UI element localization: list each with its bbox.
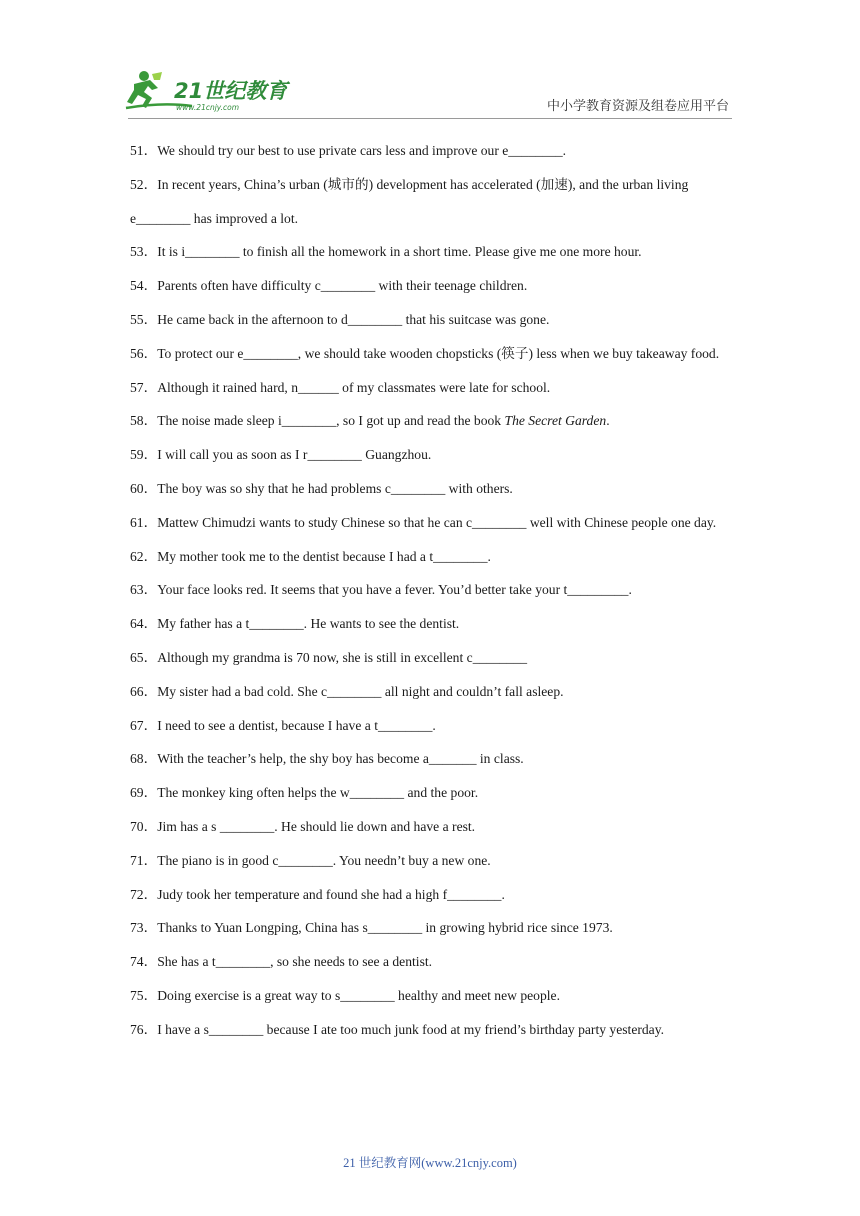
question-item [130, 472, 732, 506]
logo-text: 21世纪教育 [174, 79, 288, 103]
question-number: 73． [130, 920, 158, 936]
question-number: 54． [130, 278, 158, 294]
site-logo[interactable] [122, 68, 292, 114]
question-item [130, 540, 732, 574]
question-item [130, 235, 732, 269]
page-header [0, 0, 860, 125]
question-item [130, 776, 732, 810]
header-platform-text: 中小学教育资源及组卷应用平台 [546, 99, 729, 114]
question-number: 62． [130, 548, 158, 564]
question-text: Thanks to Yuan Longping, China has s________ in growing hybrid rice since 1973. [157, 920, 613, 936]
logo-url: www.21cnjy.com [176, 103, 240, 112]
question-item [130, 438, 732, 472]
question-number: 52． [130, 176, 158, 192]
question-item [130, 607, 732, 641]
question-number: 69． [130, 785, 158, 801]
question-item [130, 168, 732, 236]
question-item [130, 269, 732, 303]
question-item [130, 371, 732, 405]
runner-logo-icon [122, 68, 292, 114]
question-text: He came back in the afternoon to d________ that his suitcase was gone. [157, 311, 550, 327]
question-text: It is i________ to finish all the homework in a short time. Please give me one more hour. [157, 244, 642, 260]
question-text: I have a s________ because I ate too much junk food at my friend’s birthday party yesterday. [157, 1021, 665, 1037]
question-item [130, 573, 732, 607]
question-text: In recent years, China’s urban (城市的) development has accelerated (加速), and the urban living e________ has improved a lot. [130, 176, 689, 226]
question-item [130, 134, 732, 168]
question-text: We should try our best to use private cars less and improve our e________. [157, 143, 567, 158]
question-number: 71． [130, 852, 158, 868]
question-item [130, 844, 732, 878]
question-text: Although my grandma is 70 now, she is still in excellent c________ [157, 649, 528, 665]
question-item [130, 979, 732, 1013]
question-text: Parents often have difficulty c________ with their teenage children. [157, 278, 528, 294]
question-item [130, 506, 732, 540]
question-number: 60． [130, 480, 158, 496]
question-list [130, 134, 732, 1047]
question-number: 65． [130, 649, 158, 665]
question-number: 58． [130, 413, 158, 429]
question-text-end: . [606, 413, 610, 429]
question-text: Judy took her temperature and found she had a high f________. [157, 886, 505, 902]
question-number: 63． [130, 582, 158, 598]
question-number: 56． [130, 345, 158, 361]
question-item [130, 641, 732, 675]
question-number: 74． [130, 954, 158, 970]
question-number: 57． [130, 379, 158, 395]
question-number: 70． [130, 818, 158, 834]
book-title: The Secret Garden [504, 413, 607, 429]
question-number: 76． [130, 1021, 158, 1037]
question-text: Your face looks red. It seems that you have a fever. You’d better take your t_________. [157, 582, 632, 598]
header-divider [128, 118, 732, 119]
question-text: The monkey king often helps the w________ and the poor. [157, 785, 479, 801]
question-text: Mattew Chimudzi wants to study Chinese so that he can c________ well with Chinese people one day. [157, 514, 717, 530]
question-item [130, 878, 732, 912]
question-item [130, 1013, 732, 1047]
question-item [130, 404, 732, 438]
question-text: The noise made sleep i________, so I got up and read the book [157, 413, 505, 429]
question-item [130, 675, 732, 709]
question-number: 75． [130, 987, 158, 1003]
question-number: 51． [130, 143, 158, 158]
question-number: 66． [130, 683, 158, 699]
question-text: I will call you as soon as I r________ Guangzhou. [157, 447, 432, 463]
question-text: I need to see a dentist, because I have a t________. [157, 717, 436, 733]
question-text: My father has a t________. He wants to see the dentist. [157, 616, 460, 632]
question-text: Although it rained hard, n______ of my classmates were late for school. [157, 379, 551, 395]
question-number: 64． [130, 616, 158, 632]
question-item [130, 303, 732, 337]
question-text: The piano is in good c________. You needn’t buy a new one. [157, 852, 491, 868]
question-number: 67． [130, 717, 158, 733]
question-text: With the teacher’s help, the shy boy has become a_______ in class. [157, 751, 524, 767]
question-number: 59． [130, 447, 158, 463]
question-text: Doing exercise is a great way to s________ healthy and meet new people. [157, 987, 560, 1003]
question-item [130, 709, 732, 743]
question-item [130, 911, 732, 945]
question-text: She has a t________, so she needs to see a dentist. [157, 954, 433, 970]
question-text: My mother took me to the dentist because I had a t________. [157, 548, 491, 564]
page-footer[interactable]: 21 世纪教育网(www.21cnjy.com) [343, 1156, 517, 1170]
question-number: 55． [130, 311, 158, 327]
question-number: 68． [130, 751, 158, 767]
question-item [130, 337, 732, 371]
question-text: Jim has a s ________. He should lie down and have a rest. [157, 818, 476, 834]
question-text: The boy was so shy that he had problems c________ with others. [157, 480, 513, 496]
question-item [130, 810, 732, 844]
question-text: To protect our e________, we should take wooden chopsticks (筷子) less when we buy takeaway food. [157, 345, 720, 361]
question-item [130, 742, 732, 776]
question-item [130, 945, 732, 979]
question-number: 61． [130, 514, 158, 530]
question-text: My sister had a bad cold. She c________ all night and couldn’t fall asleep. [157, 683, 564, 699]
question-number: 72． [130, 886, 158, 902]
question-number: 53． [130, 244, 158, 260]
